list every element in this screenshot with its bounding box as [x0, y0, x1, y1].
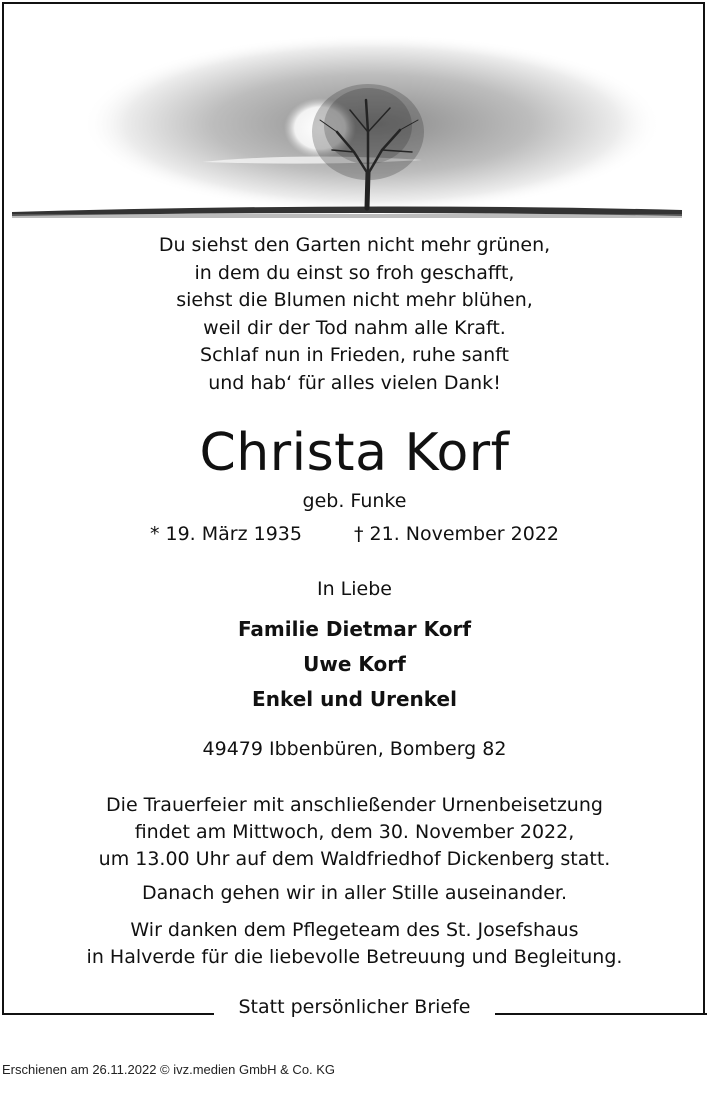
publisher-line: Erschienen am 26.11.2022 © ivz.medien GmbH & Co. KG	[2, 1062, 336, 1077]
footer-note: Statt persönlicher Briefe	[238, 996, 471, 1018]
deceased-name: Christa Korf	[199, 423, 510, 483]
mourner-name: Uwe Korf	[303, 652, 406, 676]
thanks-line: in Halverde für die liebevolle Betreuung und Begleitung.	[86, 946, 623, 968]
poem	[0, 232, 709, 397]
mourner-name: Enkel und Urenkel	[252, 687, 457, 711]
maiden-name: geb. Funke	[302, 490, 407, 512]
poem-line: in dem du einst so froh geschafft,	[194, 261, 515, 284]
bottom-border-left	[2, 1013, 214, 1015]
address: 49479 Ibbenbüren, Bomberg 82	[202, 738, 507, 760]
poem-line: weil dir der Tod nahm alle Kraft.	[203, 316, 506, 339]
thanks-line: Wir danken dem Pflegeteam des St. Josefshaus	[130, 919, 579, 941]
poem-line: siehst die Blumen nicht mehr blühen,	[176, 289, 533, 311]
thanks-note	[0, 917, 709, 971]
mourners-intro: In Liebe	[317, 578, 392, 600]
poem-line: Schlaf nun in Frieden, ruhe sanft	[200, 344, 509, 366]
tree-landscape-image	[2, 2, 705, 222]
service-line: Die Trauerfeier mit anschließender Urnenbeisetzung	[106, 794, 603, 816]
poem-line: und hab‘ für alles vielen Dank!	[208, 371, 501, 394]
service-line: um 13.00 Uhr auf dem Waldfriedhof Dickenberg statt.	[98, 848, 611, 870]
life-dates	[0, 523, 709, 545]
service-line: findet am Mittwoch, dem 30. November 2022,	[134, 821, 575, 843]
service-info	[0, 792, 709, 873]
death-date: † 21. November 2022	[353, 523, 560, 545]
mourners-list	[0, 612, 709, 717]
after-service-note: Danach gehen wir in aller Stille auseinander.	[141, 882, 568, 904]
poem-line: Du siehst den Garten nicht mehr grünen,	[158, 234, 551, 256]
birth-date: * 19. März 1935	[149, 523, 302, 545]
bottom-border-right	[495, 1013, 707, 1015]
mourner-name: Familie Dietmar Korf	[237, 617, 472, 641]
